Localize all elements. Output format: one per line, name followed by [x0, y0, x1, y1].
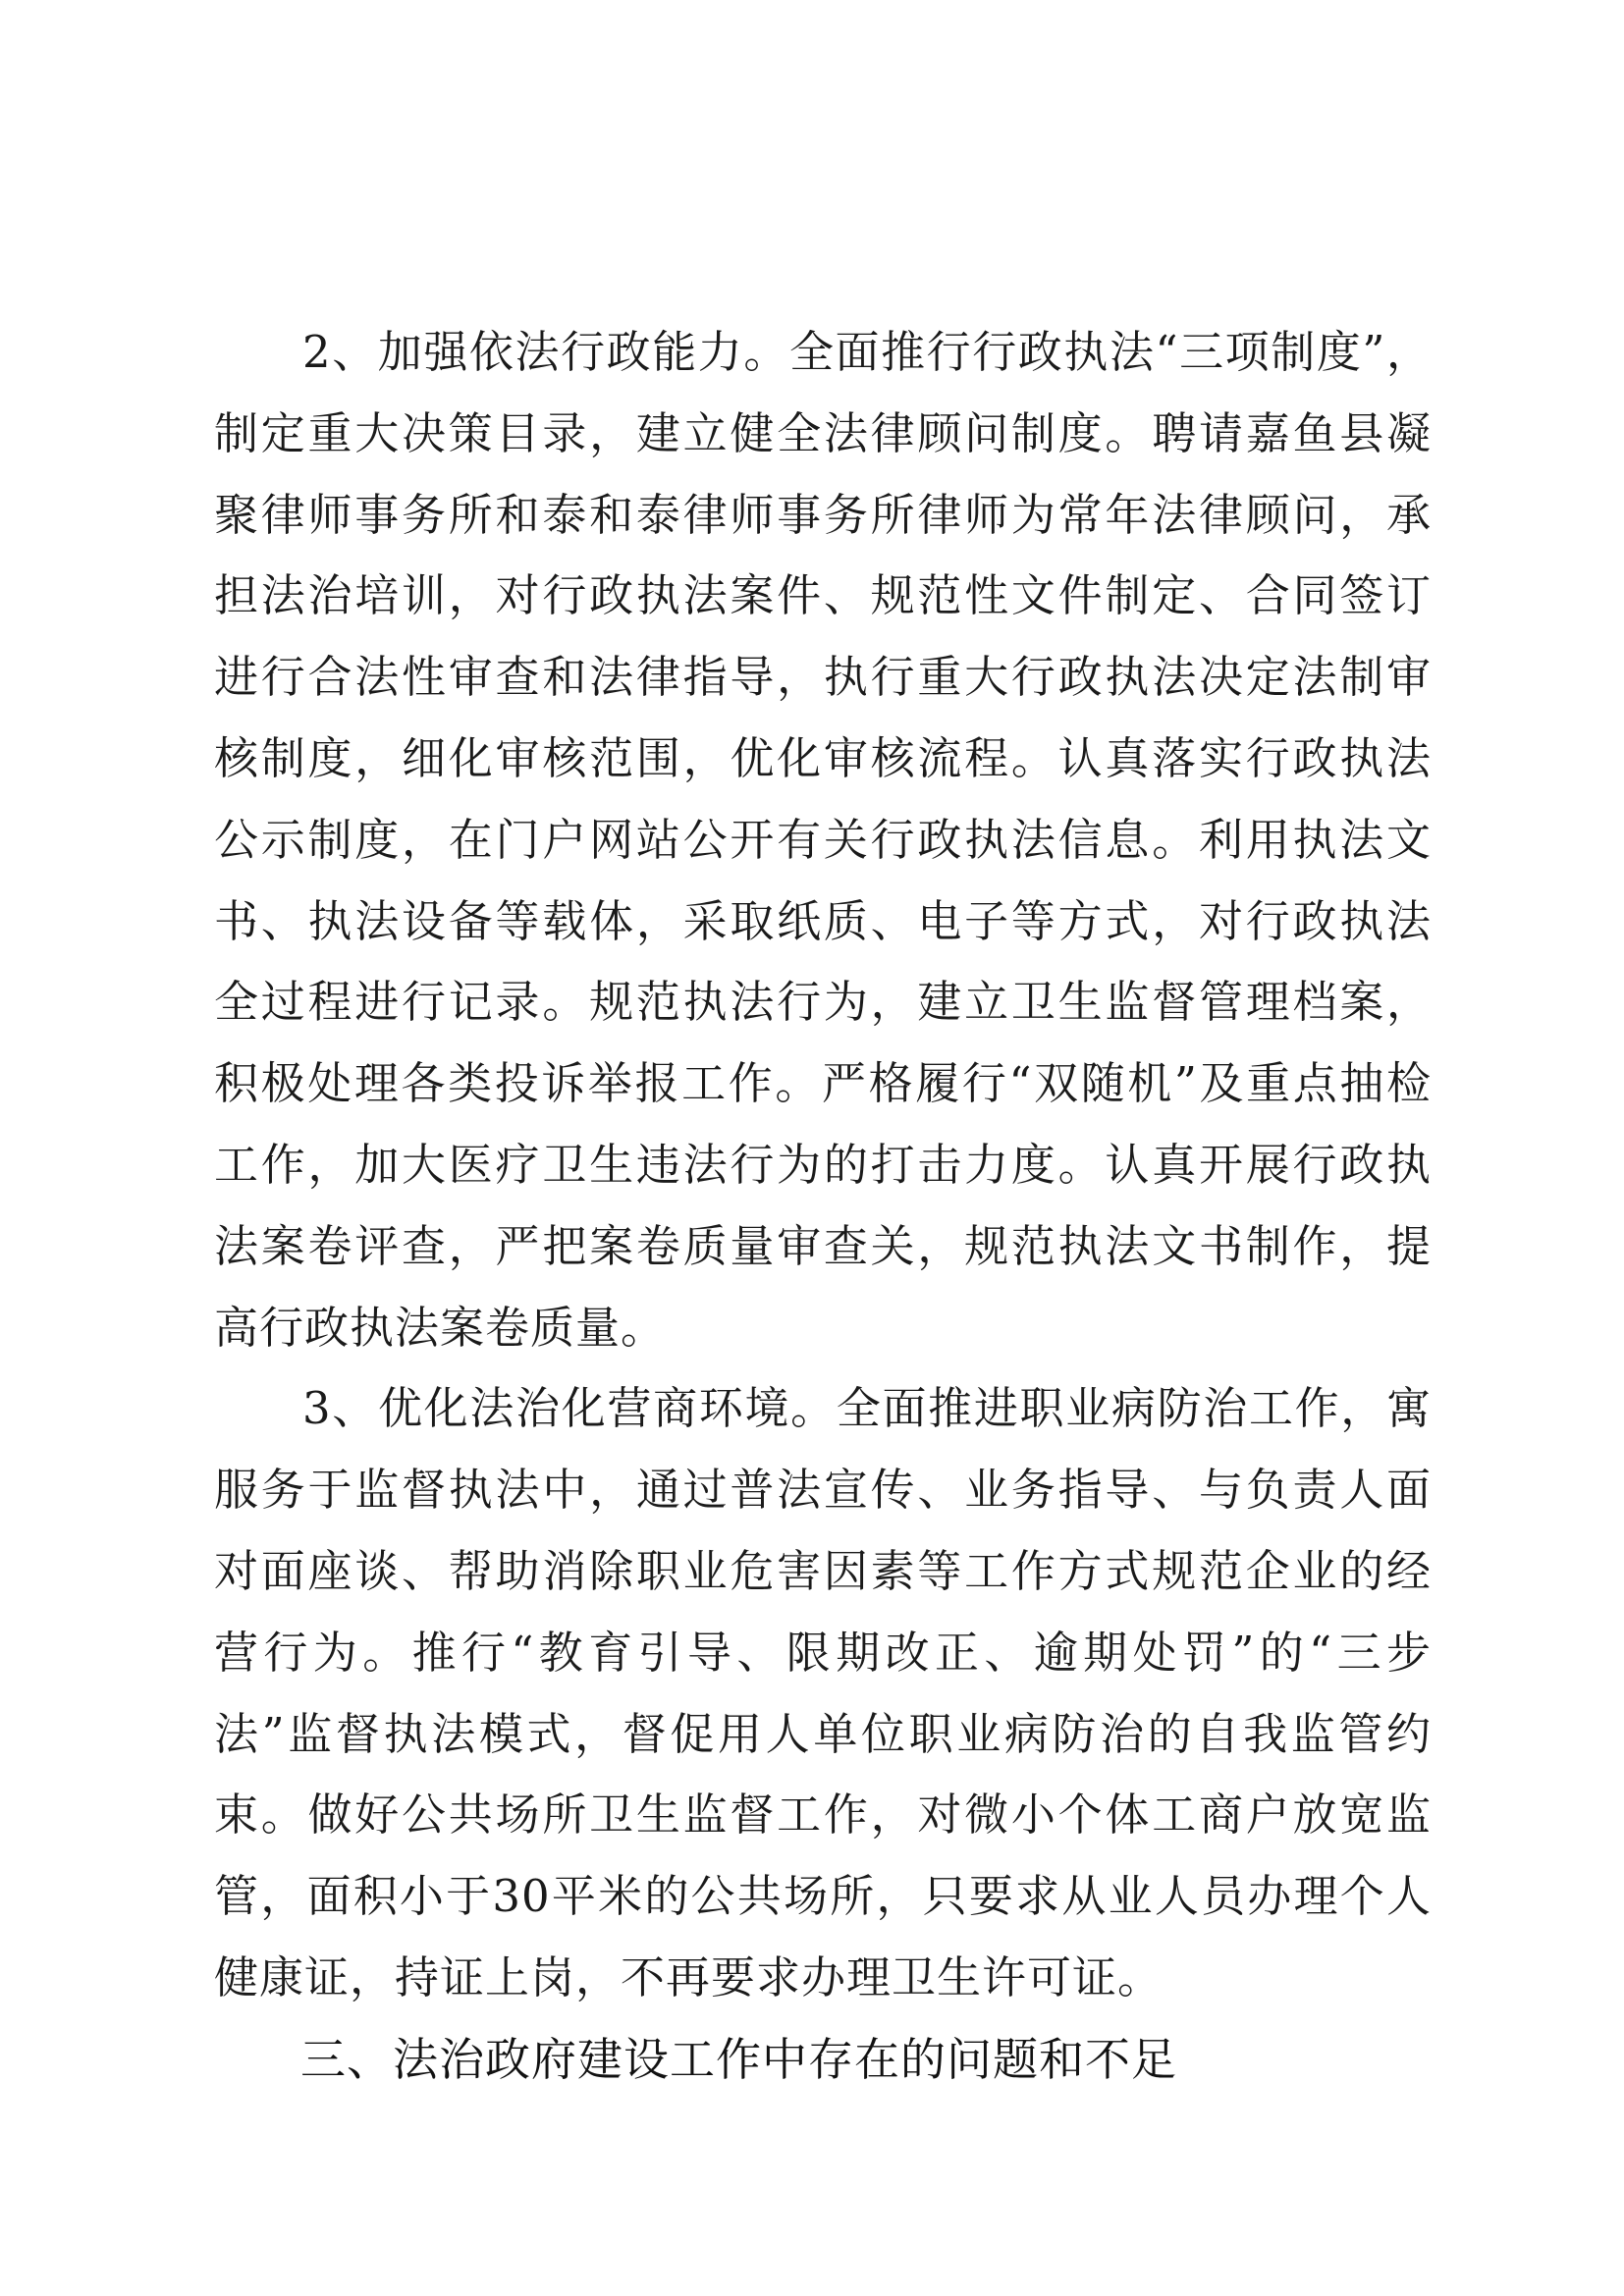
document-body: [214, 312, 1432, 2100]
paragraph-legal-administration: 2、加强依法行政能力。全面推行行政执法“三项制度”，制定重大决策目录，建立健全法律顾问制度。聘请嘉鱼县凝聚律师事务所和泰和泰律师事务所律师为常年法律顾问，承担法治培训，对行政执法案件、规范性文件制定、合同签订进行合法性审查和法律指导，执行重大行政执法决定法制审核制度，细化审核范围，优化审核流程。认真落实行政执法公示制度，在门户网站公开有关行政执法信息。利用执法文书、执法设备等载体，采取纸质、电子等方式，对行政执法全过程进行记录。规范执法行为，建立卫生监督管理档案，积极处理各类投诉举报工作。严格履行“双随机”及重点抽检工作，加大医疗卫生违法行为的打击力度。认真开展行政执法案卷评查，严把案卷质量审查关，规范执法文书制作，提高行政执法案卷质量。: [214, 326, 1432, 1354]
paragraph-business-environment: 3、优化法治化营商环境。全面推进职业病防治工作，寓服务于监督执法中，通过普法宣传、业务指导、与负责人面对面座谈、帮助消除职业危害因素等工作方式规范企业的经营行为。推行“教育引导、限期改正、逾期处罚”的“三步法”监督执法模式，督促用人单位职业病防治的自我监管约束。做好公共场所卫生监督工作，对微小个体工商户放宽监管，面积小于30平米的公共场所，只要求从业人员办理个人健康证，持证上岗，不再要求办理卫生许可证。: [214, 1382, 1432, 2003]
section-heading: 三、法治政府建设工作中存在的问题和不足: [300, 2032, 1177, 2086]
